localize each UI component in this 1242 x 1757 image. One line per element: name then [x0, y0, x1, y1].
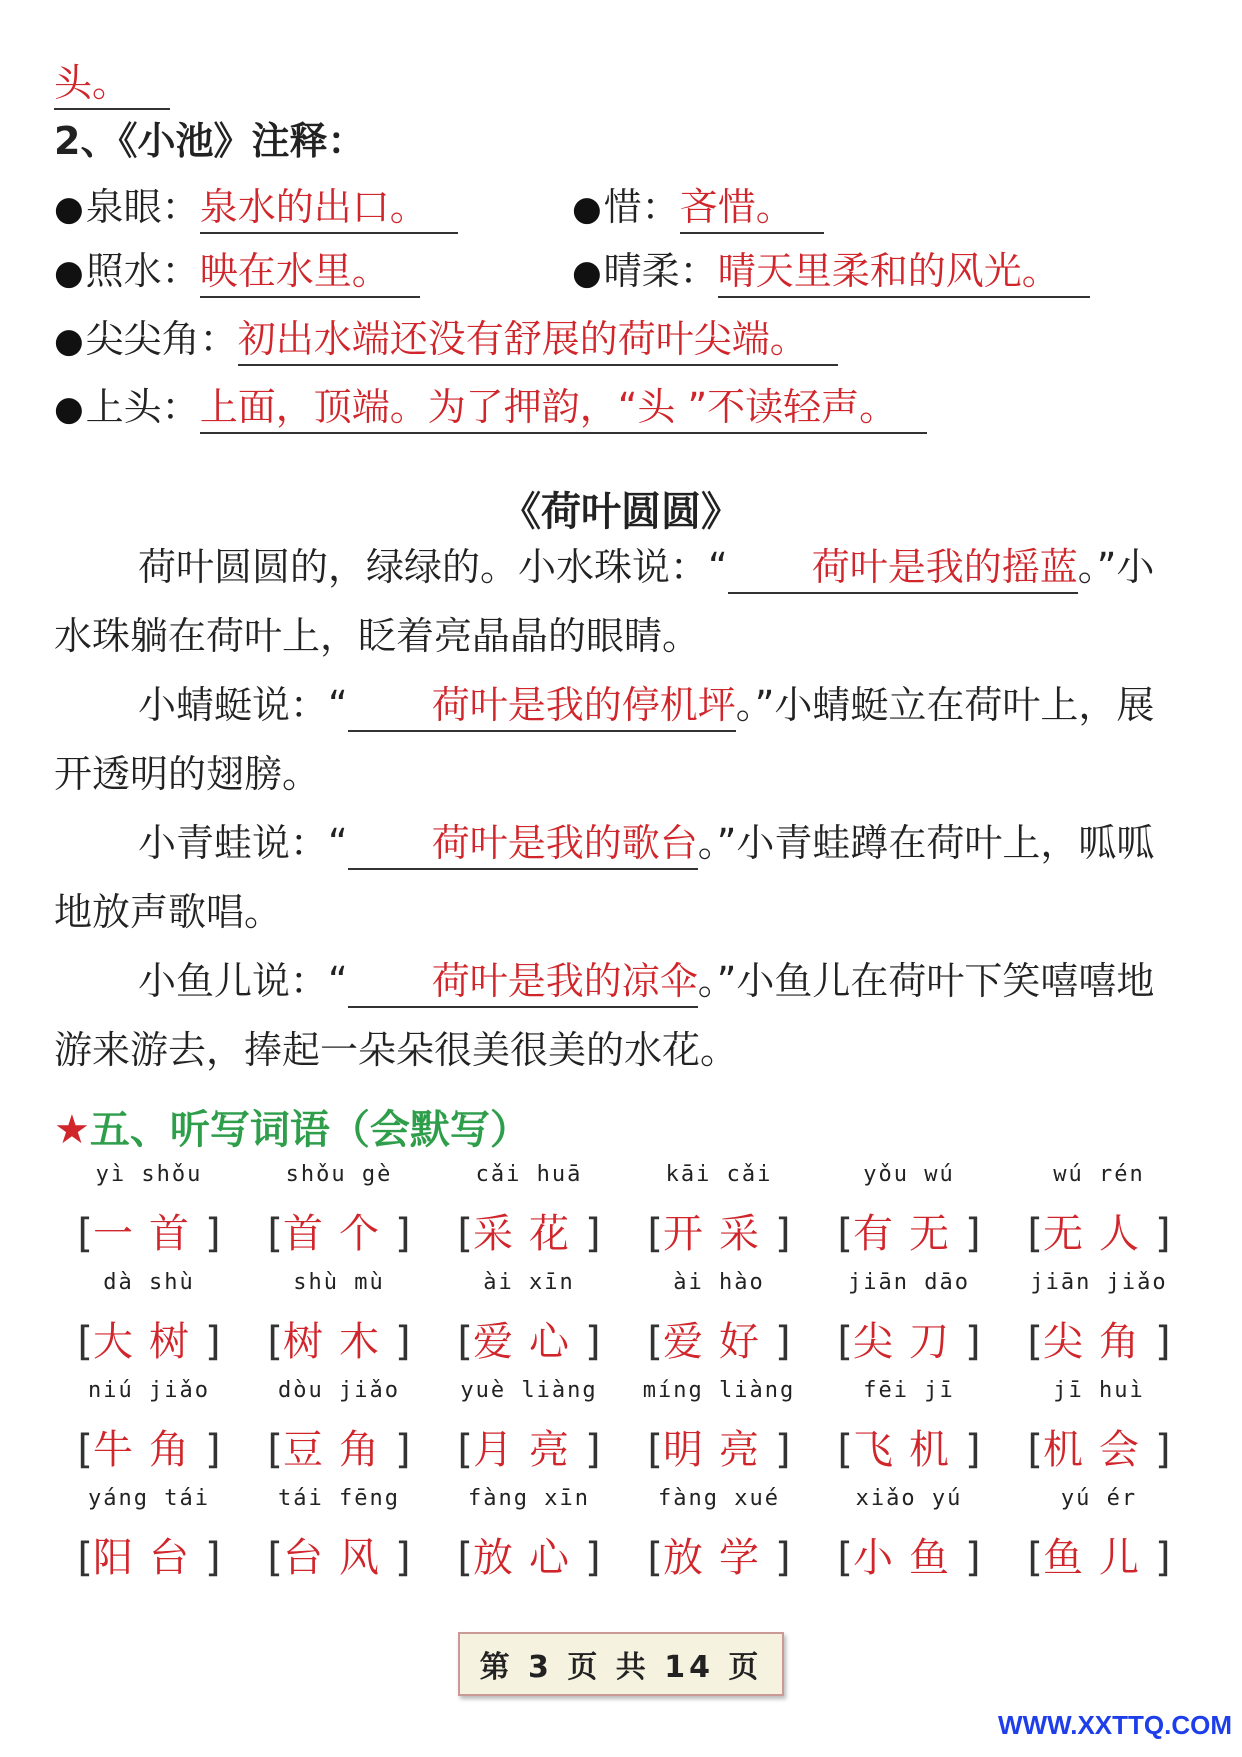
bracket-left: [: [267, 1319, 283, 1365]
vocab-word-text: 爱好: [663, 1319, 775, 1365]
vocab-word-text: 放心: [473, 1535, 585, 1581]
bullet-icon: ●: [54, 389, 84, 429]
vocab-pinyin: niú jiǎo: [88, 1378, 210, 1403]
bracket-right: ]: [965, 1535, 981, 1581]
vocab-item: [244, 1378, 434, 1473]
section-title-text: 五、听写词语（会默写）: [89, 1107, 530, 1153]
note-item: [54, 386, 927, 434]
vocab-word: [244, 1418, 434, 1473]
vocab-item: [624, 1162, 814, 1257]
vocab-word-text: 豆角: [283, 1427, 395, 1473]
bracket-left: [: [837, 1319, 853, 1365]
note-term: 上头：: [85, 385, 200, 429]
vocab-word-text: 鱼儿: [1043, 1535, 1155, 1581]
note-def: 初出水端还没有舒展的荷叶尖端。: [238, 318, 838, 366]
bracket-right: ]: [395, 1211, 411, 1257]
bracket-left: [: [77, 1427, 93, 1473]
notes-title: 2、《小池》注释：: [54, 119, 366, 163]
bracket-left: [: [647, 1211, 663, 1257]
bracket-right: ]: [205, 1427, 221, 1473]
bracket-right: ]: [775, 1535, 791, 1581]
vocab-item: [1004, 1378, 1194, 1473]
vocab-word: [624, 1310, 814, 1365]
vocab-pinyin: shǒu gè: [285, 1162, 393, 1187]
vocab-pinyin: ài xīn: [483, 1270, 575, 1295]
para-text: 小鱼儿说：“: [138, 959, 348, 1003]
bullet-icon: ●: [572, 253, 602, 293]
vocab-pinyin: fēi jī: [863, 1378, 955, 1403]
vocab-word-text: 尖刀: [853, 1319, 965, 1365]
vocab-word-text: 台风: [283, 1535, 395, 1581]
poem-paragraph: [54, 809, 1189, 947]
para-text: 荷叶圆圆的，绿绿的。小水珠说：“: [138, 545, 728, 589]
vocab-item: [244, 1486, 434, 1581]
bullet-icon: ●: [54, 321, 84, 361]
note-def: 晴天里柔和的风光。: [718, 250, 1090, 298]
vocab-item: [624, 1378, 814, 1473]
vocab-word-text: 机会: [1043, 1427, 1155, 1473]
bracket-right: ]: [585, 1535, 601, 1581]
vocab-item: [434, 1486, 624, 1581]
note-def: 泉水的出口。: [200, 186, 458, 234]
note-item: [572, 186, 824, 234]
vocab-word-text: 采花: [473, 1211, 585, 1257]
vocab-word-text: 首个: [283, 1211, 395, 1257]
vocab-item: [434, 1162, 624, 1257]
note-item: [572, 250, 1090, 298]
bracket-right: ]: [965, 1427, 981, 1473]
bullet-icon: ●: [572, 189, 602, 229]
poem-paragraph: [54, 671, 1189, 809]
bracket-right: ]: [775, 1427, 791, 1473]
vocab-word: [54, 1202, 244, 1257]
vocab-word-text: 牛角: [93, 1427, 205, 1473]
vocab-pinyin: dòu jiǎo: [278, 1378, 400, 1403]
vocab-word: [1004, 1202, 1194, 1257]
vocab-word: [54, 1310, 244, 1365]
vocab-word: [1004, 1418, 1194, 1473]
bracket-right: ]: [395, 1427, 411, 1473]
continued-answer: [54, 62, 170, 110]
bracket-right: ]: [585, 1319, 601, 1365]
bracket-left: [: [1027, 1427, 1043, 1473]
bracket-left: [: [837, 1211, 853, 1257]
bracket-left: [: [647, 1535, 663, 1581]
bracket-left: [: [77, 1211, 93, 1257]
para-highlight: 荷叶是我的凉伞: [348, 960, 698, 1008]
bracket-left: [: [457, 1535, 473, 1581]
bracket-right: ]: [965, 1211, 981, 1257]
vocab-word-text: 树木: [283, 1319, 395, 1365]
vocab-word: [814, 1310, 1004, 1365]
vocab-grid: [54, 1162, 1194, 1581]
vocab-item: [814, 1378, 1004, 1473]
vocab-item: [54, 1486, 244, 1581]
vocab-pinyin: yáng tái: [88, 1486, 210, 1511]
bracket-right: ]: [965, 1319, 981, 1365]
vocab-word-text: 放学: [663, 1535, 775, 1581]
vocab-item: [814, 1270, 1004, 1365]
para-text: 小蜻蜓说：“: [138, 683, 348, 727]
vocab-item: [1004, 1162, 1194, 1257]
note-def: 上面，顶端。为了押韵，“头 ”不读轻声。: [200, 386, 927, 434]
vocab-word: [1004, 1310, 1194, 1365]
vocab-item: [54, 1378, 244, 1473]
bracket-left: [: [457, 1211, 473, 1257]
bracket-right: ]: [395, 1319, 411, 1365]
vocab-word-text: 爱心: [473, 1319, 585, 1365]
note-item: [54, 250, 420, 298]
vocab-pinyin: jī huì: [1053, 1378, 1145, 1403]
vocab-pinyin: jiān jiǎo: [1030, 1270, 1168, 1295]
vocab-pinyin: ài hào: [673, 1270, 765, 1295]
vocab-word-text: 飞机: [853, 1427, 965, 1473]
bracket-left: [: [837, 1427, 853, 1473]
vocab-word: [244, 1526, 434, 1581]
bracket-left: [: [267, 1535, 283, 1581]
vocab-pinyin: shù mù: [293, 1270, 385, 1295]
page-footer: [0, 1632, 1242, 1696]
vocab-word: [434, 1310, 624, 1365]
vocab-item: [244, 1270, 434, 1365]
bracket-right: ]: [1155, 1427, 1171, 1473]
vocab-pinyin: yú ér: [1060, 1486, 1138, 1511]
note-def: 吝惜。: [680, 186, 824, 234]
note-def: 映在水里。: [200, 250, 420, 298]
star-icon: ★: [54, 1107, 90, 1153]
bullet-icon: ●: [54, 253, 84, 293]
vocab-word-text: 无人: [1043, 1211, 1155, 1257]
para-highlight: 荷叶是我的歌台: [348, 822, 698, 870]
bracket-right: ]: [1155, 1319, 1171, 1365]
vocab-pinyin: fàng xué: [658, 1486, 780, 1511]
poem-title: 《荷叶圆圆》: [501, 489, 741, 535]
vocab-item: [244, 1162, 434, 1257]
bracket-right: ]: [205, 1211, 221, 1257]
vocab-word-text: 有无: [853, 1211, 965, 1257]
bracket-left: [: [647, 1427, 663, 1473]
bracket-right: ]: [1155, 1211, 1171, 1257]
bracket-left: [: [457, 1319, 473, 1365]
bracket-left: [: [647, 1319, 663, 1365]
vocab-pinyin: yǒu wú: [863, 1162, 955, 1187]
bracket-left: [: [837, 1535, 853, 1581]
vocab-pinyin: fàng xīn: [468, 1486, 590, 1511]
vocab-word: [434, 1418, 624, 1473]
vocab-item: [1004, 1270, 1194, 1365]
para-text: 。”小鱼儿在荷叶下笑嘻嘻地游来游去，捧起一朵朵很美很美的水花。: [54, 959, 1155, 1072]
vocab-word: [434, 1202, 624, 1257]
vocab-word-text: 阳台: [93, 1535, 205, 1581]
answer-text: 头。: [54, 62, 170, 110]
para-text: 。”小青蛙蹲在荷叶上，呱呱地放声歌唱。: [54, 821, 1155, 934]
bracket-left: [: [457, 1427, 473, 1473]
vocab-item: [624, 1270, 814, 1365]
bracket-right: ]: [205, 1535, 221, 1581]
vocab-word: [54, 1526, 244, 1581]
para-text: 。”小蜻蜓立在荷叶上，展开透明的翅膀。: [54, 683, 1155, 796]
bracket-right: ]: [395, 1535, 411, 1581]
vocab-word: [434, 1526, 624, 1581]
para-text: 小青蛙说：“: [138, 821, 348, 865]
bracket-left: [: [267, 1211, 283, 1257]
vocab-word-text: 一首: [93, 1211, 205, 1257]
poem-body: [54, 533, 1189, 1085]
para-highlight: 荷叶是我的停机坪: [348, 684, 736, 732]
bracket-left: [: [1027, 1535, 1043, 1581]
vocab-word: [624, 1418, 814, 1473]
vocab-item: [434, 1378, 624, 1473]
vocab-pinyin: kāi cǎi: [665, 1162, 773, 1187]
bracket-right: ]: [775, 1319, 791, 1365]
bracket-left: [: [77, 1319, 93, 1365]
vocab-word: [814, 1526, 1004, 1581]
vocab-pinyin: wú rén: [1053, 1162, 1145, 1187]
vocab-word-text: 尖角: [1043, 1319, 1155, 1365]
bracket-right: ]: [585, 1427, 601, 1473]
bracket-right: ]: [775, 1211, 791, 1257]
vocab-word-text: 大树: [93, 1319, 205, 1365]
note-term: 尖尖角：: [85, 317, 238, 361]
vocab-pinyin: míng liàng: [642, 1378, 796, 1403]
vocab-word: [1004, 1526, 1194, 1581]
watermark: WWW.XXTTQ.COM: [998, 1710, 1232, 1740]
bracket-right: ]: [585, 1211, 601, 1257]
poem-paragraph: [54, 947, 1189, 1085]
para-highlight: 荷叶是我的摇蓝: [728, 546, 1078, 594]
vocab-pinyin: yì shǒu: [95, 1162, 203, 1187]
page-number: 第 3 页 共 14 页: [458, 1632, 785, 1696]
vocab-word: [624, 1202, 814, 1257]
note-term: 照水：: [85, 249, 200, 293]
vocab-item: [814, 1486, 1004, 1581]
vocab-pinyin: dà shù: [103, 1270, 195, 1295]
poem-paragraph: [54, 533, 1189, 671]
vocab-item: [624, 1486, 814, 1581]
vocab-item: [54, 1162, 244, 1257]
vocab-item: [434, 1270, 624, 1365]
vocab-pinyin: tái fēng: [278, 1486, 400, 1511]
vocab-word: [624, 1526, 814, 1581]
vocab-pinyin: yuè liàng: [460, 1378, 598, 1403]
vocab-pinyin: jiān dāo: [848, 1270, 970, 1295]
vocab-item: [54, 1270, 244, 1365]
vocab-word: [814, 1202, 1004, 1257]
bracket-left: [: [77, 1535, 93, 1581]
vocab-pinyin: cǎi huā: [475, 1162, 583, 1187]
bracket-left: [: [1027, 1319, 1043, 1365]
note-item: [54, 186, 458, 234]
section-title: [54, 1098, 530, 1155]
note-term: 惜：: [603, 185, 680, 229]
note-term: 晴柔：: [603, 249, 718, 293]
vocab-word-text: 月亮: [473, 1427, 585, 1473]
bracket-right: ]: [1155, 1535, 1171, 1581]
vocab-word: [244, 1310, 434, 1365]
bracket-right: ]: [205, 1319, 221, 1365]
vocab-word-text: 开采: [663, 1211, 775, 1257]
vocab-word: [814, 1418, 1004, 1473]
vocab-word-text: 小鱼: [853, 1535, 965, 1581]
bracket-left: [: [1027, 1211, 1043, 1257]
vocab-word: [244, 1202, 434, 1257]
vocab-item: [814, 1162, 1004, 1257]
bullet-icon: ●: [54, 189, 84, 229]
note-term: 泉眼：: [85, 185, 200, 229]
note-item: [54, 318, 838, 366]
para-text: 。”小水珠躺在荷叶上，眨着亮晶晶的眼睛。: [54, 545, 1155, 658]
vocab-word: [54, 1418, 244, 1473]
bracket-left: [: [267, 1427, 283, 1473]
vocab-word-text: 明亮: [663, 1427, 775, 1473]
vocab-pinyin: xiǎo yú: [855, 1486, 963, 1511]
vocab-item: [1004, 1486, 1194, 1581]
